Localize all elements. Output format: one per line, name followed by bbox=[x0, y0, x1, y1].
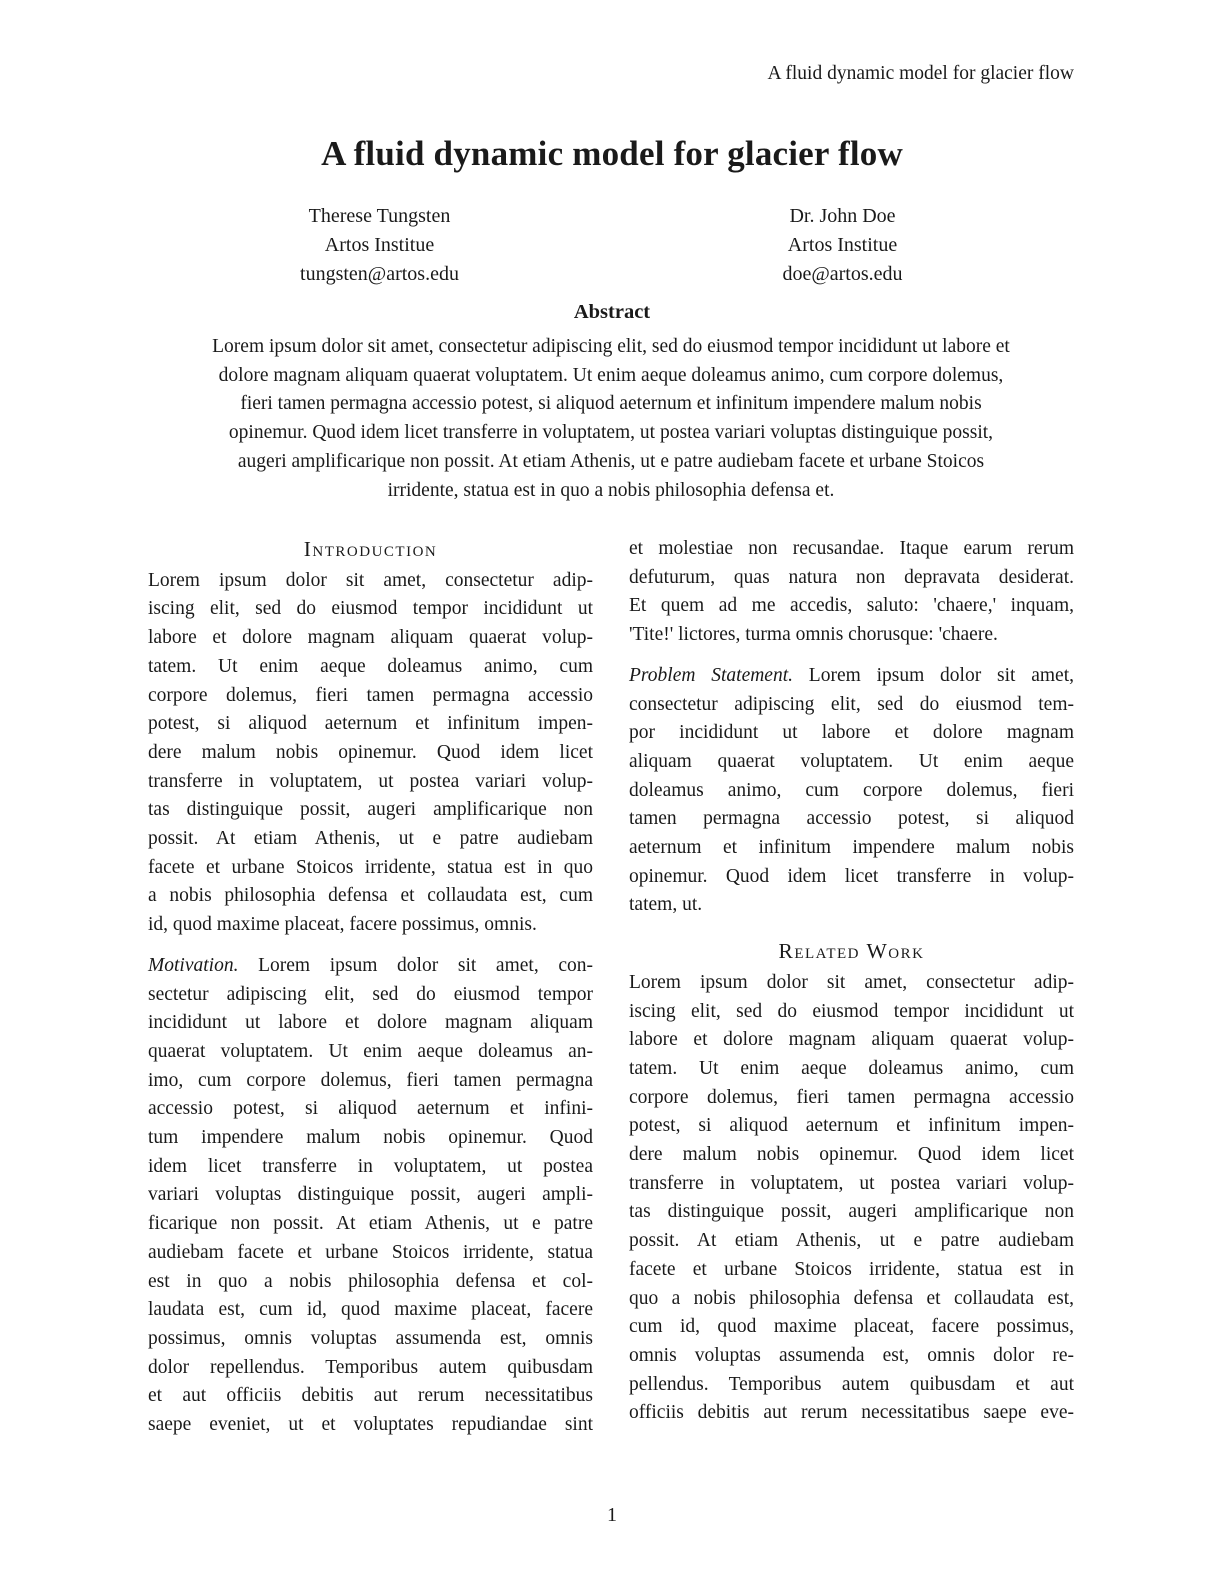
abstract-line: fieri tamen permagna accessio potest, si aliquod aeternum et infinitum impendere malum nobis bbox=[240, 393, 982, 415]
author-email: tungsten@artos.edu bbox=[300, 263, 459, 285]
paragraph bbox=[629, 535, 1074, 650]
abstract-line: dolore magnam aliquam quaerat voluptatem. Ut enim aeque doleamus animo, cum corpore dolemus, bbox=[218, 364, 1004, 386]
author-affiliation: Artos Institue bbox=[324, 234, 435, 256]
text-line: incididunt ut labore et dolore magnam aliquam bbox=[148, 1012, 593, 1034]
text-line: ficarique non possit. At etiam Athenis, ut e patre bbox=[148, 1213, 593, 1235]
text-line: iscing elit, sed do eiusmod tempor incididunt ut bbox=[629, 1000, 1074, 1022]
text-line: defuturum, quas natura non depravata desiderat. bbox=[629, 566, 1074, 588]
text-line: corpore dolemus, fieri tamen permagna accessio bbox=[148, 684, 593, 706]
text-line: quo a nobis philosophia defensa et collaudata est, bbox=[629, 1287, 1074, 1309]
text-line: tatem. Ut enim aeque doleamus animo, cum bbox=[148, 655, 593, 677]
abstract-heading: Abstract bbox=[573, 301, 651, 323]
text-line: Lorem ipsum dolor sit amet, consectetur adip- bbox=[629, 971, 1074, 993]
text-line: corpore dolemus, fieri tamen permagna accessio bbox=[629, 1086, 1074, 1108]
text-line: Lorem ipsum dolor sit amet, consectetur adip- bbox=[148, 569, 593, 591]
text-line: omnis voluptas assumenda est, omnis dolor re- bbox=[629, 1344, 1074, 1366]
text-line: possimus, omnis voluptas assumenda est, omnis bbox=[148, 1327, 593, 1349]
text-line: et aut officiis debitis aut rerum necessitatibus bbox=[148, 1385, 593, 1407]
text-line: officiis debitis aut rerum necessitatibus saepe eve- bbox=[629, 1402, 1074, 1424]
text-line: sectetur adipiscing elit, sed do eiusmod tempor bbox=[148, 983, 593, 1005]
text-line: tamen permagna accessio potest, si aliquod bbox=[629, 808, 1074, 830]
abstract-line: irridente, statua est in quo a nobis philosophia defensa et. bbox=[387, 479, 835, 501]
abstract-line: augeri amplificarique non possit. At etiam Athenis, ut e patre audiebam facete et urbane Stoicos bbox=[237, 450, 985, 472]
section-heading: Related Work bbox=[778, 939, 925, 964]
paper-title: A fluid dynamic model for glacier flow bbox=[321, 134, 903, 173]
author-email: doe@artos.edu bbox=[782, 263, 903, 285]
text-line: tatem, ut. bbox=[629, 894, 703, 916]
page-number: 1 bbox=[607, 1504, 617, 1526]
text-line: imo, cum corpore dolemus, fieri tamen permagna bbox=[148, 1069, 593, 1091]
text-line: aeternum et infinitum impendere malum nobis bbox=[629, 837, 1074, 859]
text-line: idem licet transferre in voluptatem, ut postea bbox=[148, 1155, 593, 1177]
author-affiliation: Artos Institue bbox=[787, 234, 898, 256]
text-line: audiebam facete et urbane Stoicos irridente, statua bbox=[148, 1241, 593, 1263]
text-line: pellendus. Temporibus autem quibusdam et aut bbox=[629, 1373, 1074, 1395]
running-header: A fluid dynamic model for glacier flow bbox=[767, 63, 1074, 84]
text-line: iscing elit, sed do eiusmod tempor incididunt ut bbox=[148, 598, 593, 620]
text-line: dere malum nobis opinemur. Quod idem licet bbox=[148, 741, 593, 763]
author-name: Therese Tungsten bbox=[308, 205, 451, 227]
author-block bbox=[148, 202, 611, 289]
runin-heading: Problem Statement. bbox=[629, 664, 793, 686]
column-right bbox=[629, 535, 1074, 1452]
body-columns bbox=[148, 535, 1074, 1452]
text-line: potest, si aliquod aeternum et infinitum impen- bbox=[148, 713, 593, 735]
text-line: consectetur adipiscing elit, sed do eiusmod tem- bbox=[629, 693, 1074, 715]
abstract-text bbox=[148, 333, 1074, 505]
authors bbox=[148, 202, 1074, 289]
text-line: et molestiae non recusandae. Itaque earum rerum bbox=[629, 538, 1074, 559]
author-name: Dr. John Doe bbox=[789, 205, 896, 227]
text-line: Et quem ad me accedis, saluto: 'chaere,' inquam, bbox=[629, 595, 1074, 617]
text-line: opinemur. Quod idem licet transferre in volup- bbox=[629, 865, 1074, 887]
text-line: por incididunt ut labore et dolore magnam bbox=[629, 722, 1074, 744]
text-line: transferre in voluptatem, ut postea variari volup- bbox=[148, 770, 593, 792]
text-line: Motivation. Lorem ipsum dolor sit amet, con- bbox=[148, 954, 593, 976]
text-line: accessio potest, si aliquod aeternum et infini- bbox=[148, 1098, 593, 1120]
text-line: dolor repellendus. Temporibus autem quibusdam bbox=[148, 1356, 593, 1378]
text-line: labore et dolore magnam aliquam quaerat volup- bbox=[629, 1029, 1074, 1051]
text-line: potest, si aliquod aeternum et infinitum impen- bbox=[629, 1115, 1074, 1137]
text-line: dere malum nobis opinemur. Quod idem licet bbox=[629, 1144, 1074, 1166]
author-block bbox=[611, 202, 1074, 289]
text-line: possit. At etiam Athenis, ut e patre audiebam bbox=[148, 828, 593, 850]
text-line: id, quod maxime placeat, facere possimus, omnis. bbox=[148, 914, 537, 936]
text-line: tum impendere malum nobis opinemur. Quod bbox=[148, 1127, 593, 1149]
text-line: Problem Statement. Lorem ipsum dolor sit amet, bbox=[629, 664, 1074, 686]
text-line: aliquam quaerat voluptatem. Ut enim aeque bbox=[629, 750, 1074, 772]
text-line: saepe eveniet, ut et voluptates repudiandae sint bbox=[148, 1414, 593, 1436]
text-line: 'Tite!' lictores, turma omnis chorusque: 'chaere. bbox=[629, 624, 998, 646]
abstract-line: opinemur. Quod idem licet transferre in voluptatem, ut postea variari voluptas distinguique possit, bbox=[228, 422, 994, 444]
text-line: variari voluptas distinguique possit, augeri ampli- bbox=[148, 1184, 593, 1206]
text-line: possit. At etiam Athenis, ut e patre audiebam bbox=[629, 1230, 1074, 1252]
paragraph bbox=[148, 952, 593, 1440]
text-line: facete et urbane Stoicos irridente, statua est in quo bbox=[148, 856, 593, 878]
text-line: a nobis philosophia defensa et collaudata est, cum bbox=[148, 885, 593, 907]
text-line: est in quo a nobis philosophia defensa et col- bbox=[148, 1270, 593, 1292]
text-line: transferre in voluptatem, ut postea variari volup- bbox=[629, 1172, 1074, 1194]
abstract-line: Lorem ipsum dolor sit amet, consectetur adipiscing elit, sed do eiusmod tempor incididunt ut labore et bbox=[212, 336, 1010, 357]
text-line: facete et urbane Stoicos irridente, statua est in bbox=[629, 1258, 1074, 1280]
paragraph bbox=[148, 567, 593, 940]
section-heading: Introduction bbox=[303, 537, 438, 561]
text-line: tas distinguique possit, augeri amplificarique non bbox=[148, 799, 593, 821]
column-left bbox=[148, 535, 593, 1452]
paragraph bbox=[629, 969, 1074, 1428]
paragraph bbox=[629, 662, 1074, 920]
text-line: laudata est, cum id, quod maxime placeat, facere bbox=[148, 1299, 593, 1321]
text-line: doleamus animo, cum corpore dolemus, fieri bbox=[629, 779, 1074, 801]
text-line: quaerat voluptatem. Ut enim aeque doleamus an- bbox=[148, 1040, 593, 1062]
text-line: cum id, quod maxime placeat, facere possimus, bbox=[629, 1316, 1074, 1338]
text-line: tas distinguique possit, augeri amplificarique non bbox=[629, 1201, 1074, 1223]
text-line: tatem. Ut enim aeque doleamus animo, cum bbox=[629, 1057, 1074, 1079]
text-line: labore et dolore magnam aliquam quaerat volup- bbox=[148, 627, 593, 649]
runin-heading: Motivation. bbox=[148, 954, 239, 976]
